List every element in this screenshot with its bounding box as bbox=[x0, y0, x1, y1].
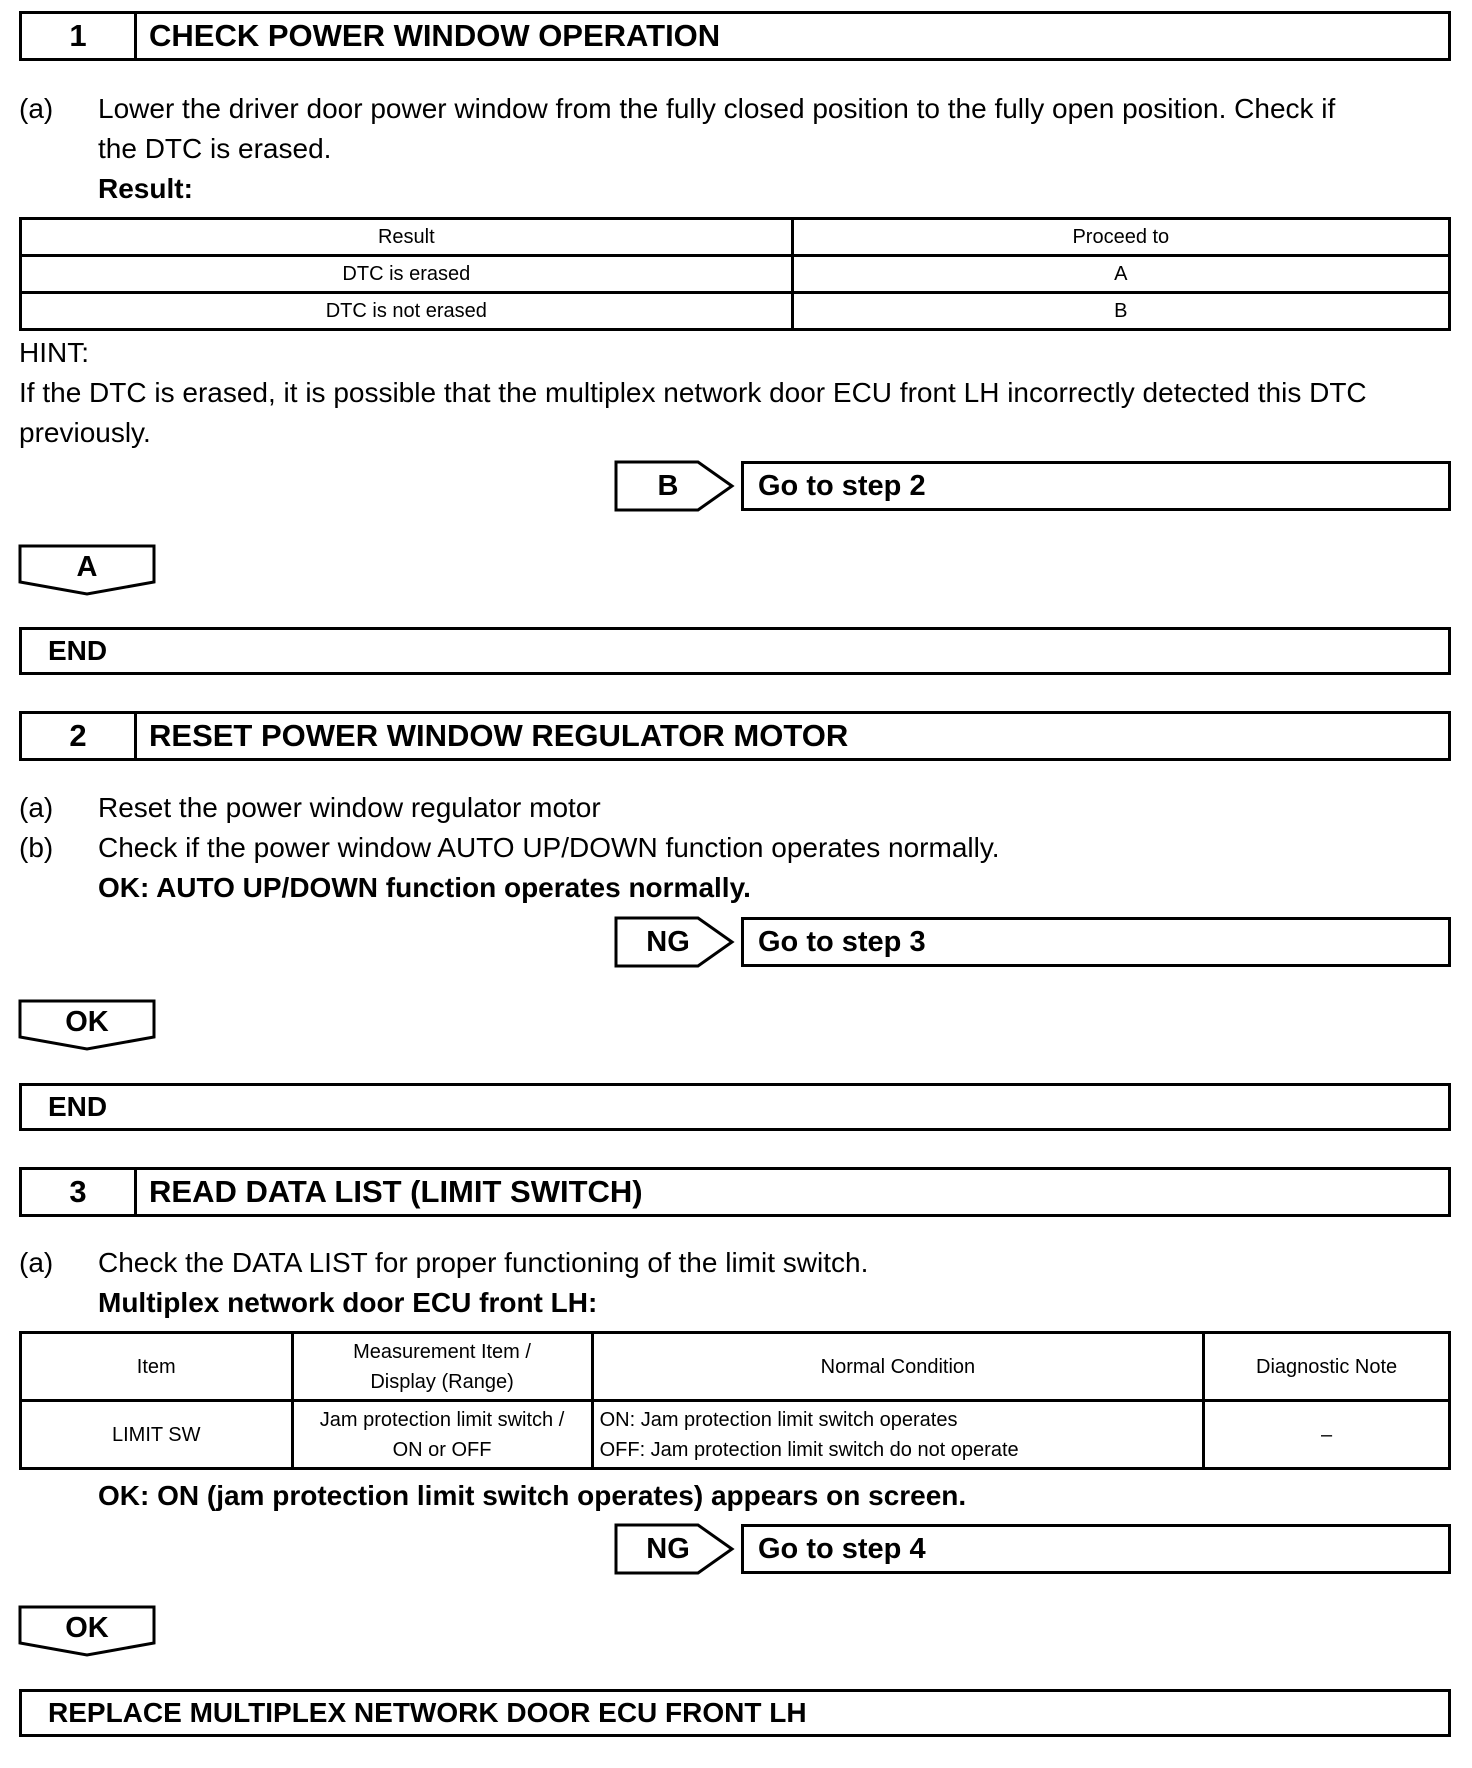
table-header: Diagnostic Note bbox=[1204, 1333, 1450, 1401]
step-1-header bbox=[19, 11, 1451, 61]
down-label: OK bbox=[65, 1005, 109, 1038]
instruction-text: Check if the power window AUTO UP/DOWN function operates normally. bbox=[98, 832, 1000, 863]
instruction-text: Lower the driver door power window from the fully closed position to the fully open position. Check if bbox=[98, 93, 1336, 124]
data-list-table bbox=[19, 1331, 1451, 1470]
table-header: Proceed to bbox=[792, 219, 1449, 256]
hint-text: previously. bbox=[19, 417, 151, 448]
step-number: 1 bbox=[22, 14, 137, 58]
table-cell bbox=[292, 1401, 592, 1469]
cell-line: OFF: Jam protection limit switch do not operate bbox=[599, 1438, 1019, 1461]
result-table bbox=[19, 217, 1451, 331]
step-3-header bbox=[19, 1167, 1451, 1217]
hint-label: HINT: bbox=[19, 337, 89, 368]
step-number: 3 bbox=[22, 1170, 137, 1214]
step-title: RESET POWER WINDOW REGULATOR MOTOR bbox=[149, 718, 849, 753]
item-label: (b) bbox=[19, 832, 54, 863]
go-to-step-box: Go to step 3 bbox=[741, 917, 1451, 967]
step-number: 2 bbox=[22, 714, 137, 758]
item-label: (a) bbox=[19, 93, 54, 124]
hint-text: If the DTC is erased, it is possible that the multiplex network door ECU front LH incorrectly detected this DTC bbox=[19, 377, 1367, 408]
go-to-step-box: Go to step 2 bbox=[741, 461, 1451, 511]
final-action-box: REPLACE MULTIPLEX NETWORK DOOR ECU FRONT LH bbox=[19, 1689, 1451, 1737]
header-line: Measurement Item / bbox=[353, 1340, 531, 1363]
step-title: READ DATA LIST (LIMIT SWITCH) bbox=[149, 1174, 643, 1209]
branch-label: NG bbox=[646, 1532, 690, 1565]
table-cell: DTC is erased bbox=[21, 256, 793, 293]
table-cell: B bbox=[792, 293, 1449, 330]
step-2-header bbox=[19, 711, 1451, 761]
ok-criteria: OK: AUTO UP/DOWN function operates normally. bbox=[98, 872, 751, 903]
instruction-text: Reset the power window regulator motor bbox=[98, 792, 601, 823]
table-header: Result bbox=[21, 219, 793, 256]
branch-label: B bbox=[657, 469, 679, 502]
header-line: Display (Range) bbox=[370, 1370, 514, 1393]
instruction-text: Check the DATA LIST for proper functioning of the limit switch. bbox=[98, 1247, 869, 1278]
go-to-step-box: Go to step 4 bbox=[741, 1524, 1451, 1574]
cell-line: ON or OFF bbox=[392, 1438, 492, 1461]
cell-line: Jam protection limit switch / bbox=[319, 1408, 565, 1431]
branch-label: NG bbox=[646, 925, 690, 958]
down-label: A bbox=[76, 550, 98, 583]
subheading: Multiplex network door ECU front LH: bbox=[98, 1287, 598, 1318]
item-label: (a) bbox=[19, 792, 54, 823]
ok-criteria: OK: ON (jam protection limit switch operates) appears on screen. bbox=[98, 1480, 967, 1511]
table-cell bbox=[592, 1401, 1204, 1469]
table-row bbox=[21, 256, 1450, 293]
end-box: END bbox=[19, 627, 1451, 675]
end-box: END bbox=[19, 1083, 1451, 1131]
table-row bbox=[21, 1401, 1450, 1469]
result-label: Result: bbox=[98, 173, 193, 204]
table-header: Item bbox=[21, 1333, 293, 1401]
table-header bbox=[292, 1333, 592, 1401]
table-row bbox=[21, 293, 1450, 330]
table-cell: A bbox=[792, 256, 1449, 293]
cell-line: ON: Jam protection limit switch operates bbox=[599, 1408, 958, 1431]
table-cell: DTC is not erased bbox=[21, 293, 793, 330]
instruction-text: the DTC is erased. bbox=[98, 133, 332, 164]
step-title: CHECK POWER WINDOW OPERATION bbox=[149, 18, 721, 53]
table-cell: LIMIT SW bbox=[21, 1401, 293, 1469]
table-cell: – bbox=[1204, 1401, 1450, 1469]
item-label: (a) bbox=[19, 1247, 54, 1278]
table-header: Normal Condition bbox=[592, 1333, 1204, 1401]
down-label: OK bbox=[65, 1611, 109, 1644]
